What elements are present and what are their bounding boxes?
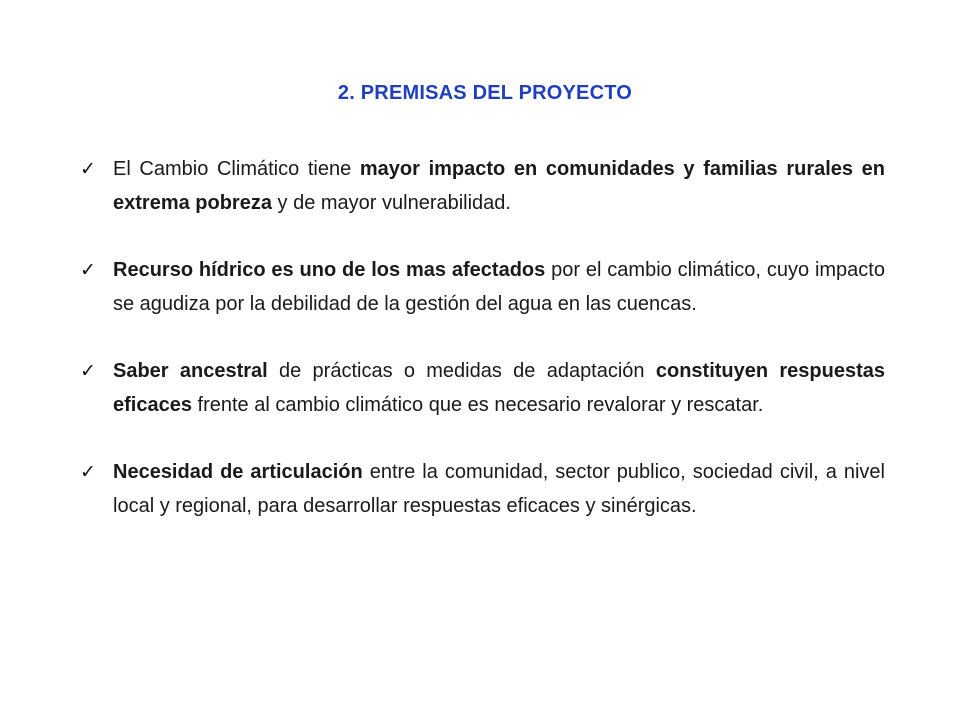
checkmark-icon: ✓ [80,360,96,382]
premise-segment: de prácticas o medidas de adaptación [267,360,656,382]
premise-segment: por el cambio climático, cuyo impacto se agudiza por la debilidad de la gestión del agua en las cuencas. [113,259,885,315]
premise-item-4 [80,455,885,523]
premise-item-1 [80,152,885,220]
checkmark-icon: ✓ [80,259,96,281]
premise-segment: El Cambio Climático tiene [113,158,360,180]
premise-segment-bold: Saber ancestral [113,360,268,382]
premise-segment: y de mayor vulnerabilidad. [271,192,511,214]
premise-segment-bold: mayor impacto en comunidades y familias rurales en extrema pobreza [113,158,886,214]
premise-segment-bold: Recurso hídrico es uno de los mas afectados [113,259,546,281]
checkmark-icon: ✓ [80,158,96,180]
premise-text-2 [113,259,885,315]
premise-text-1 [113,158,885,214]
premise-segment: frente al cambio climático que es necesario revalorar y rescatar. [191,394,764,416]
premise-text-4 [113,461,885,517]
premise-list [80,152,885,556]
premise-segment-bold: constituyen respuestas eficaces [113,360,886,416]
premise-item-2 [80,253,885,321]
premise-segment-bold: Necesidad de articulación [113,461,363,483]
checkmark-icon: ✓ [80,461,96,483]
slide-title: 2. PREMISAS DEL PROYECTO [337,82,633,104]
premise-text-3 [113,360,885,416]
premise-item-3 [80,354,885,422]
premise-segment: entre la comunidad, sector publico, sociedad civil, a nivel local y regional, para desarrollar respuestas eficaces y sinérgicas. [113,461,885,517]
